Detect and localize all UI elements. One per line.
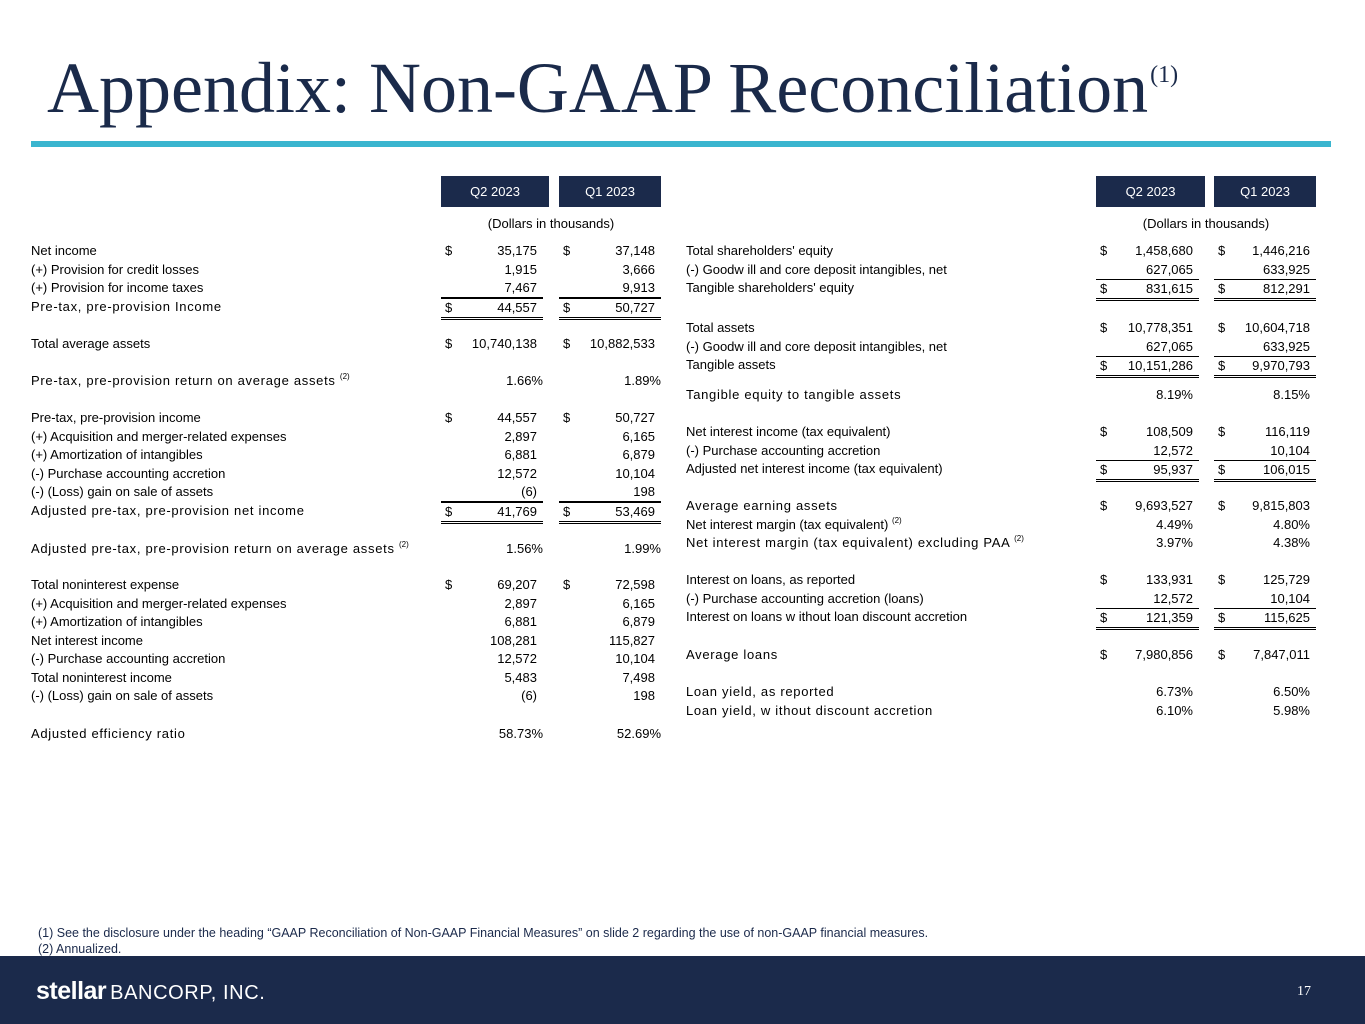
left-row-0-q2-value: 35,175 [497, 243, 537, 258]
row-label [31, 725, 186, 743]
right-row-4-q1-cell [1214, 338, 1316, 357]
right-row-15-q2-cell [1096, 608, 1199, 630]
dollar-sign: $ [563, 410, 571, 425]
dollar-sign: $ [1218, 424, 1226, 439]
page-title-text: Appendix: Non-GAAP Reconciliation [47, 48, 1149, 128]
logo-secondary-text: BANCORP, INC. [110, 982, 266, 1004]
dollar-sign: $ [445, 336, 453, 351]
left-row-20-q1-value: 52.69% [616, 726, 661, 741]
right-row-16-q2-value: 7,980,856 [1135, 647, 1193, 662]
right-row-6-q2-cell [1096, 386, 1199, 404]
right-row-9-q1-cell [1214, 460, 1316, 482]
dollar-sign: $ [1100, 572, 1108, 587]
row-label-text: Adjusted pre-tax, pre-provision net income [31, 503, 305, 518]
row-label-text: Interest on loans, as reported [686, 572, 856, 587]
footer-bar [0, 956, 1365, 1024]
footnote-2: (2) Annualized. [38, 941, 122, 956]
right-row-5-q2-cell [1096, 356, 1199, 378]
table-row [0, 571, 1365, 589]
left-row-12-q2-value: 1.56% [506, 541, 543, 556]
right-row-5-q1-value: 9,970,793 [1252, 358, 1310, 373]
right-row-15-q1-value: 115,625 [1263, 610, 1310, 625]
row-label-text: Pre-tax, pre-provision Income [31, 299, 222, 314]
dollar-sign: $ [1100, 424, 1108, 439]
right-row-2-q1-cell [1214, 279, 1316, 301]
row-label [686, 319, 755, 337]
table-row [0, 590, 1365, 608]
dollar-sign: $ [563, 300, 571, 315]
table-row [0, 460, 1365, 478]
row-label [686, 442, 880, 460]
left-row-3-q1-value: 50,727 [615, 300, 655, 315]
page-number: 17 [1297, 984, 1311, 999]
row-label-text: (-) Purchase accounting accretion [31, 651, 226, 666]
right-row-5-q1-cell [1214, 356, 1316, 378]
dollar-sign: $ [1218, 498, 1226, 513]
row-label-text: Total noninterest income [31, 670, 172, 685]
dollar-sign: $ [563, 336, 571, 351]
row-label [686, 571, 855, 589]
row-label-text: Pre-tax, pre-provision income [31, 410, 201, 425]
left-row-20-q2-value: 58.73% [498, 726, 543, 741]
right-row-17-q2-value: 6.73% [1156, 684, 1193, 699]
left-row-6-q2-value: 44,557 [497, 410, 537, 425]
right-row-12-q1-cell [1214, 534, 1316, 552]
left-row-10-q1-value: 198 [633, 484, 655, 499]
dollar-sign: $ [445, 410, 453, 425]
right-row-14-q2-value: 12,572 [1153, 591, 1193, 606]
right-row-17-q1-cell [1214, 683, 1316, 701]
row-label-text: Net income [31, 243, 97, 258]
left-row-9-q1-value: 10,104 [615, 466, 655, 481]
dollar-sign: $ [1218, 320, 1226, 335]
row-label-text: Net interest margin (tax equivalent) [686, 517, 889, 532]
row-label [686, 338, 947, 356]
right-row-18-q1-value: 5.98% [1273, 703, 1310, 718]
right-row-1-q1-value: 633,925 [1263, 262, 1310, 277]
right-row-6-q1-value: 8.15% [1273, 387, 1310, 402]
right-row-12-q2-value: 3.97% [1156, 535, 1193, 550]
company-logo [36, 977, 265, 1006]
table-row [0, 423, 1365, 441]
row-label-text: Tangible equity to tangible assets [686, 387, 902, 402]
dollar-sign: $ [1218, 358, 1226, 373]
right-row-1-q2-value: 627,065 [1146, 262, 1193, 277]
right-header-q1: Q1 2023 [1214, 176, 1316, 207]
right-row-6-q1-cell [1214, 386, 1316, 404]
footnote-marker: (2) [339, 371, 350, 381]
right-row-14-q1-cell [1214, 590, 1316, 609]
left-row-9-q2-value: 12,572 [497, 466, 537, 481]
right-row-11-q1-value: 4.80% [1273, 517, 1310, 532]
row-label [686, 356, 776, 374]
right-row-10-q1-cell [1214, 497, 1316, 515]
right-row-9-q1-value: 106,015 [1263, 462, 1310, 477]
left-row-6-q1-value: 50,727 [615, 410, 655, 425]
footnote-1: (1) See the disclosure under the heading “GAAP Reconciliation of Non-GAAP Financial Measures” on slide 2 regarding the use of non-GAAP financial measures. [38, 926, 929, 940]
left-row-16-q1-value: 115,827 [608, 633, 655, 648]
logo-primary-text: stellar [36, 977, 107, 1005]
table-row [0, 608, 1365, 626]
row-label-text: (-) Purchase accounting accretion [31, 466, 226, 481]
left-row-1-q2-value: 1,915 [504, 262, 537, 277]
table-row [0, 386, 1365, 404]
row-label-text: Loan yield, w ithout discount accretion [686, 703, 933, 718]
left-header-q1: Q1 2023 [559, 176, 661, 207]
page-title [47, 48, 1178, 145]
left-row-3-q1-cell [559, 298, 661, 320]
right-row-5-q2-value: 10,151,286 [1127, 358, 1193, 373]
right-row-18-q2-value: 6.10% [1156, 703, 1193, 718]
row-label-text: (+) Provision for income taxes [31, 280, 204, 295]
left-row-16-q2-value: 108,281 [490, 633, 537, 648]
right-row-8-q2-value: 12,572 [1153, 443, 1193, 458]
row-label [686, 279, 854, 297]
table-row [0, 534, 1365, 552]
right-row-0-q1-cell [1214, 242, 1316, 260]
row-label [686, 683, 834, 701]
left-row-5-q1-value: 1.89% [624, 373, 661, 388]
dollar-sign: $ [1218, 647, 1226, 662]
right-row-4-q1-value: 633,925 [1263, 339, 1310, 354]
table-row [0, 516, 1365, 534]
table-row [0, 646, 1365, 664]
table-row [0, 683, 1365, 701]
dollar-sign: $ [1100, 610, 1108, 625]
row-label-text: (+) Amortization of intangibles [31, 447, 203, 462]
right-row-2-q2-value: 831,615 [1146, 281, 1193, 296]
right-row-17-q2-cell [1096, 683, 1199, 701]
footnote-marker: (2) [398, 539, 409, 549]
dollar-sign: $ [445, 243, 453, 258]
row-label-text: Average loans [686, 647, 778, 662]
right-units-caption: (Dollars in thousands) [1142, 216, 1270, 231]
right-row-10-q1-value: 9,815,803 [1252, 498, 1310, 513]
dollar-sign: $ [1218, 462, 1226, 477]
right-row-16-q1-value: 7,847,011 [1253, 647, 1310, 662]
row-label-text: Adjusted net interest income (tax equivalent) [686, 461, 943, 476]
row-label [31, 298, 222, 316]
row-label-text: Tangible assets [686, 357, 776, 372]
row-label [686, 534, 1024, 552]
table-row [0, 356, 1365, 374]
row-label-text: Net interest income [31, 633, 143, 648]
right-row-3-q2-value: 10,778,351 [1127, 320, 1193, 335]
right-row-14-q2-cell [1096, 590, 1199, 609]
right-row-8-q1-value: 10,104 [1270, 443, 1310, 458]
right-row-12-q1-value: 4.38% [1273, 535, 1310, 550]
footnote-marker: (2) [1014, 533, 1024, 543]
left-row-10-q2-value: (6) [521, 484, 537, 499]
left-row-1-q1-value: 3,666 [622, 262, 655, 277]
right-row-9-q2-value: 95,937 [1153, 462, 1193, 477]
right-row-16-q2-cell [1096, 646, 1199, 664]
left-row-8-q2-value: 6,881 [504, 447, 537, 462]
row-label-text: Net interest margin (tax equivalent) excluding PAA [686, 535, 1010, 550]
left-row-14-q1-value: 6,165 [622, 596, 655, 611]
left-row-14-q2-value: 2,897 [504, 596, 537, 611]
right-row-11-q1-cell [1214, 516, 1316, 534]
row-label-text: (+) Acquisition and merger-related expenses [31, 596, 287, 611]
left-row-0-q1-value: 37,148 [615, 243, 655, 258]
right-row-11-q2-cell [1096, 516, 1199, 534]
row-label-text: (-) Purchase accounting accretion (loans) [686, 591, 924, 606]
dollar-sign: $ [1100, 320, 1108, 335]
right-row-14-q1-value: 10,104 [1270, 591, 1310, 606]
left-row-17-q2-value: 12,572 [497, 651, 537, 666]
right-row-10-q2-cell [1096, 497, 1199, 515]
dollar-sign: $ [1100, 243, 1108, 258]
row-label-text: Total noninterest expense [31, 577, 180, 592]
table-row [0, 442, 1365, 460]
left-row-15-q1-value: 6,879 [622, 614, 655, 629]
title-footnote-marker: (1) [1150, 62, 1179, 88]
left-row-20-q2-cell [441, 725, 543, 743]
dollar-sign: $ [1100, 498, 1108, 513]
dollar-sign: $ [1218, 610, 1226, 625]
dollar-sign: $ [1100, 281, 1108, 296]
left-row-8-q1-value: 6,879 [622, 447, 655, 462]
row-label [686, 261, 947, 279]
row-label-text: Net interest income (tax equivalent) [686, 424, 891, 439]
right-row-10-q2-value: 9,693,527 [1135, 498, 1193, 513]
row-label [686, 590, 924, 608]
dollar-sign: $ [445, 504, 453, 519]
row-label [686, 423, 890, 441]
row-label [686, 702, 933, 720]
left-units-caption: (Dollars in thousands) [487, 216, 615, 231]
right-row-11-q2-value: 4.49% [1156, 517, 1193, 532]
right-row-12-q2-cell [1096, 534, 1199, 552]
dollar-sign: $ [1218, 281, 1226, 296]
row-label-text: (-) (Loss) gain on sale of assets [31, 484, 214, 499]
row-label [686, 497, 838, 515]
row-label-text: Total shareholders' equity [686, 243, 834, 258]
dollar-sign: $ [445, 300, 453, 315]
left-row-13-q1-value: 72,598 [615, 577, 655, 592]
right-row-7-q2-value: 108,509 [1146, 424, 1193, 439]
right-row-0-q1-value: 1,446,216 [1252, 243, 1310, 258]
right-header-q2: Q2 2023 [1096, 176, 1205, 207]
right-row-8-q1-cell [1214, 442, 1316, 461]
dollar-sign: $ [563, 577, 571, 592]
left-row-18-q2-value: 5,483 [504, 670, 537, 685]
row-label-text: Tangible shareholders' equity [686, 280, 854, 295]
dollar-sign: $ [563, 504, 571, 519]
right-row-0-q2-cell [1096, 242, 1199, 260]
row-label [686, 386, 901, 404]
row-label-text: (-) (Loss) gain on sale of assets [31, 688, 214, 703]
dollar-sign: $ [445, 577, 453, 592]
dollar-sign: $ [1100, 358, 1108, 373]
right-row-15-q1-cell [1214, 608, 1316, 630]
row-label-text: Adjusted efficiency ratio [31, 726, 186, 741]
left-row-11-q2-value: 41,769 [497, 504, 537, 519]
left-row-2-q2-value: 7,467 [504, 280, 537, 295]
right-row-7-q2-cell [1096, 423, 1199, 441]
dollar-sign: $ [1218, 572, 1226, 587]
right-row-13-q2-cell [1096, 571, 1199, 589]
right-row-3-q1-cell [1214, 319, 1316, 337]
row-label-text: Pre-tax, pre-provision return on average assets [31, 373, 336, 388]
right-row-1-q2-cell [1096, 261, 1199, 280]
right-row-8-q2-cell [1096, 442, 1199, 461]
dollar-sign: $ [1100, 647, 1108, 662]
right-row-16-q1-cell [1214, 646, 1316, 664]
left-row-20-q1-cell [559, 725, 661, 743]
right-row-18-q2-cell [1096, 702, 1199, 720]
title-divider [31, 141, 1331, 147]
row-label-text: Average earning assets [686, 498, 838, 513]
right-row-13-q1-value: 125,729 [1263, 572, 1310, 587]
row-label [686, 516, 902, 534]
row-label [686, 242, 833, 260]
left-header-q2: Q2 2023 [441, 176, 549, 207]
left-row-7-q1-value: 6,165 [622, 429, 655, 444]
dollar-sign: $ [1100, 462, 1108, 477]
right-row-4-q2-value: 627,065 [1146, 339, 1193, 354]
footnote-marker: (2) [891, 515, 902, 525]
row-label-text: Adjusted pre-tax, pre-provision return on average assets [31, 541, 395, 556]
row-label-text: (+) Acquisition and merger-related expenses [31, 429, 287, 444]
right-row-6-q2-value: 8.19% [1156, 387, 1193, 402]
table-row [0, 242, 1365, 260]
row-label-text: (-) Purchase accounting accretion [686, 443, 881, 458]
right-row-18-q1-cell [1214, 702, 1316, 720]
left-row-3-q2-cell [441, 298, 543, 320]
row-label-text: (-) Goodw ill and core deposit intangibles, net [686, 262, 947, 277]
left-row-15-q2-value: 6,881 [504, 614, 537, 629]
left-row-19-q1-value: 198 [633, 688, 655, 703]
left-row-4-q2-value: 10,740,138 [471, 336, 537, 351]
right-row-7-q1-value: 116,119 [1264, 424, 1310, 439]
right-row-17-q1-value: 6.50% [1273, 684, 1310, 699]
right-row-3-q2-cell [1096, 319, 1199, 337]
table-row [0, 261, 1365, 279]
left-row-4-q1-value: 10,882,533 [589, 336, 655, 351]
left-row-19-q2-value: (6) [521, 688, 537, 703]
table-row [0, 319, 1365, 337]
row-label-text: Interest on loans w ithout loan discount accretion [686, 609, 968, 624]
table-row [0, 702, 1365, 720]
table-row [0, 338, 1365, 356]
left-row-17-q1-value: 10,104 [615, 651, 655, 666]
right-row-13-q1-cell [1214, 571, 1316, 589]
left-row-12-q1-value: 1.99% [624, 541, 661, 556]
row-label-text: Loan yield, as reported [686, 684, 835, 699]
table-row [0, 725, 1365, 743]
row-label [686, 608, 967, 626]
left-row-3-q2-value: 44,557 [497, 300, 537, 315]
right-row-4-q2-cell [1096, 338, 1199, 357]
footnotes [38, 926, 928, 957]
right-row-15-q2-value: 121,359 [1146, 610, 1193, 625]
left-row-18-q1-value: 7,498 [622, 670, 655, 685]
left-row-11-q1-value: 53,469 [615, 504, 655, 519]
right-row-3-q1-value: 10,604,718 [1244, 320, 1310, 335]
table-row [0, 497, 1365, 515]
right-row-7-q1-cell [1214, 423, 1316, 441]
right-row-2-q1-value: 812,291 [1263, 281, 1310, 296]
table-row [0, 279, 1365, 297]
left-row-13-q2-value: 69,207 [497, 577, 537, 592]
row-label-text: Total assets [686, 320, 755, 335]
dollar-sign: $ [563, 243, 571, 258]
right-row-1-q1-cell [1214, 261, 1316, 280]
dollar-sign: $ [1218, 243, 1226, 258]
right-row-2-q2-cell [1096, 279, 1199, 301]
right-row-13-q2-value: 133,931 [1146, 572, 1193, 587]
row-label-text: (+) Provision for credit losses [31, 262, 199, 277]
right-row-0-q2-value: 1,458,680 [1135, 243, 1193, 258]
right-row-9-q2-cell [1096, 460, 1199, 482]
left-row-5-q2-value: 1.66% [506, 373, 543, 388]
left-row-2-q1-value: 9,913 [622, 280, 655, 295]
row-label-text: (+) Amortization of intangibles [31, 614, 203, 629]
row-label-text: (-) Goodw ill and core deposit intangibles, net [686, 339, 947, 354]
row-label [686, 646, 778, 664]
row-label-text: Total average assets [31, 336, 151, 351]
left-row-7-q2-value: 2,897 [504, 429, 537, 444]
row-label [686, 460, 943, 478]
